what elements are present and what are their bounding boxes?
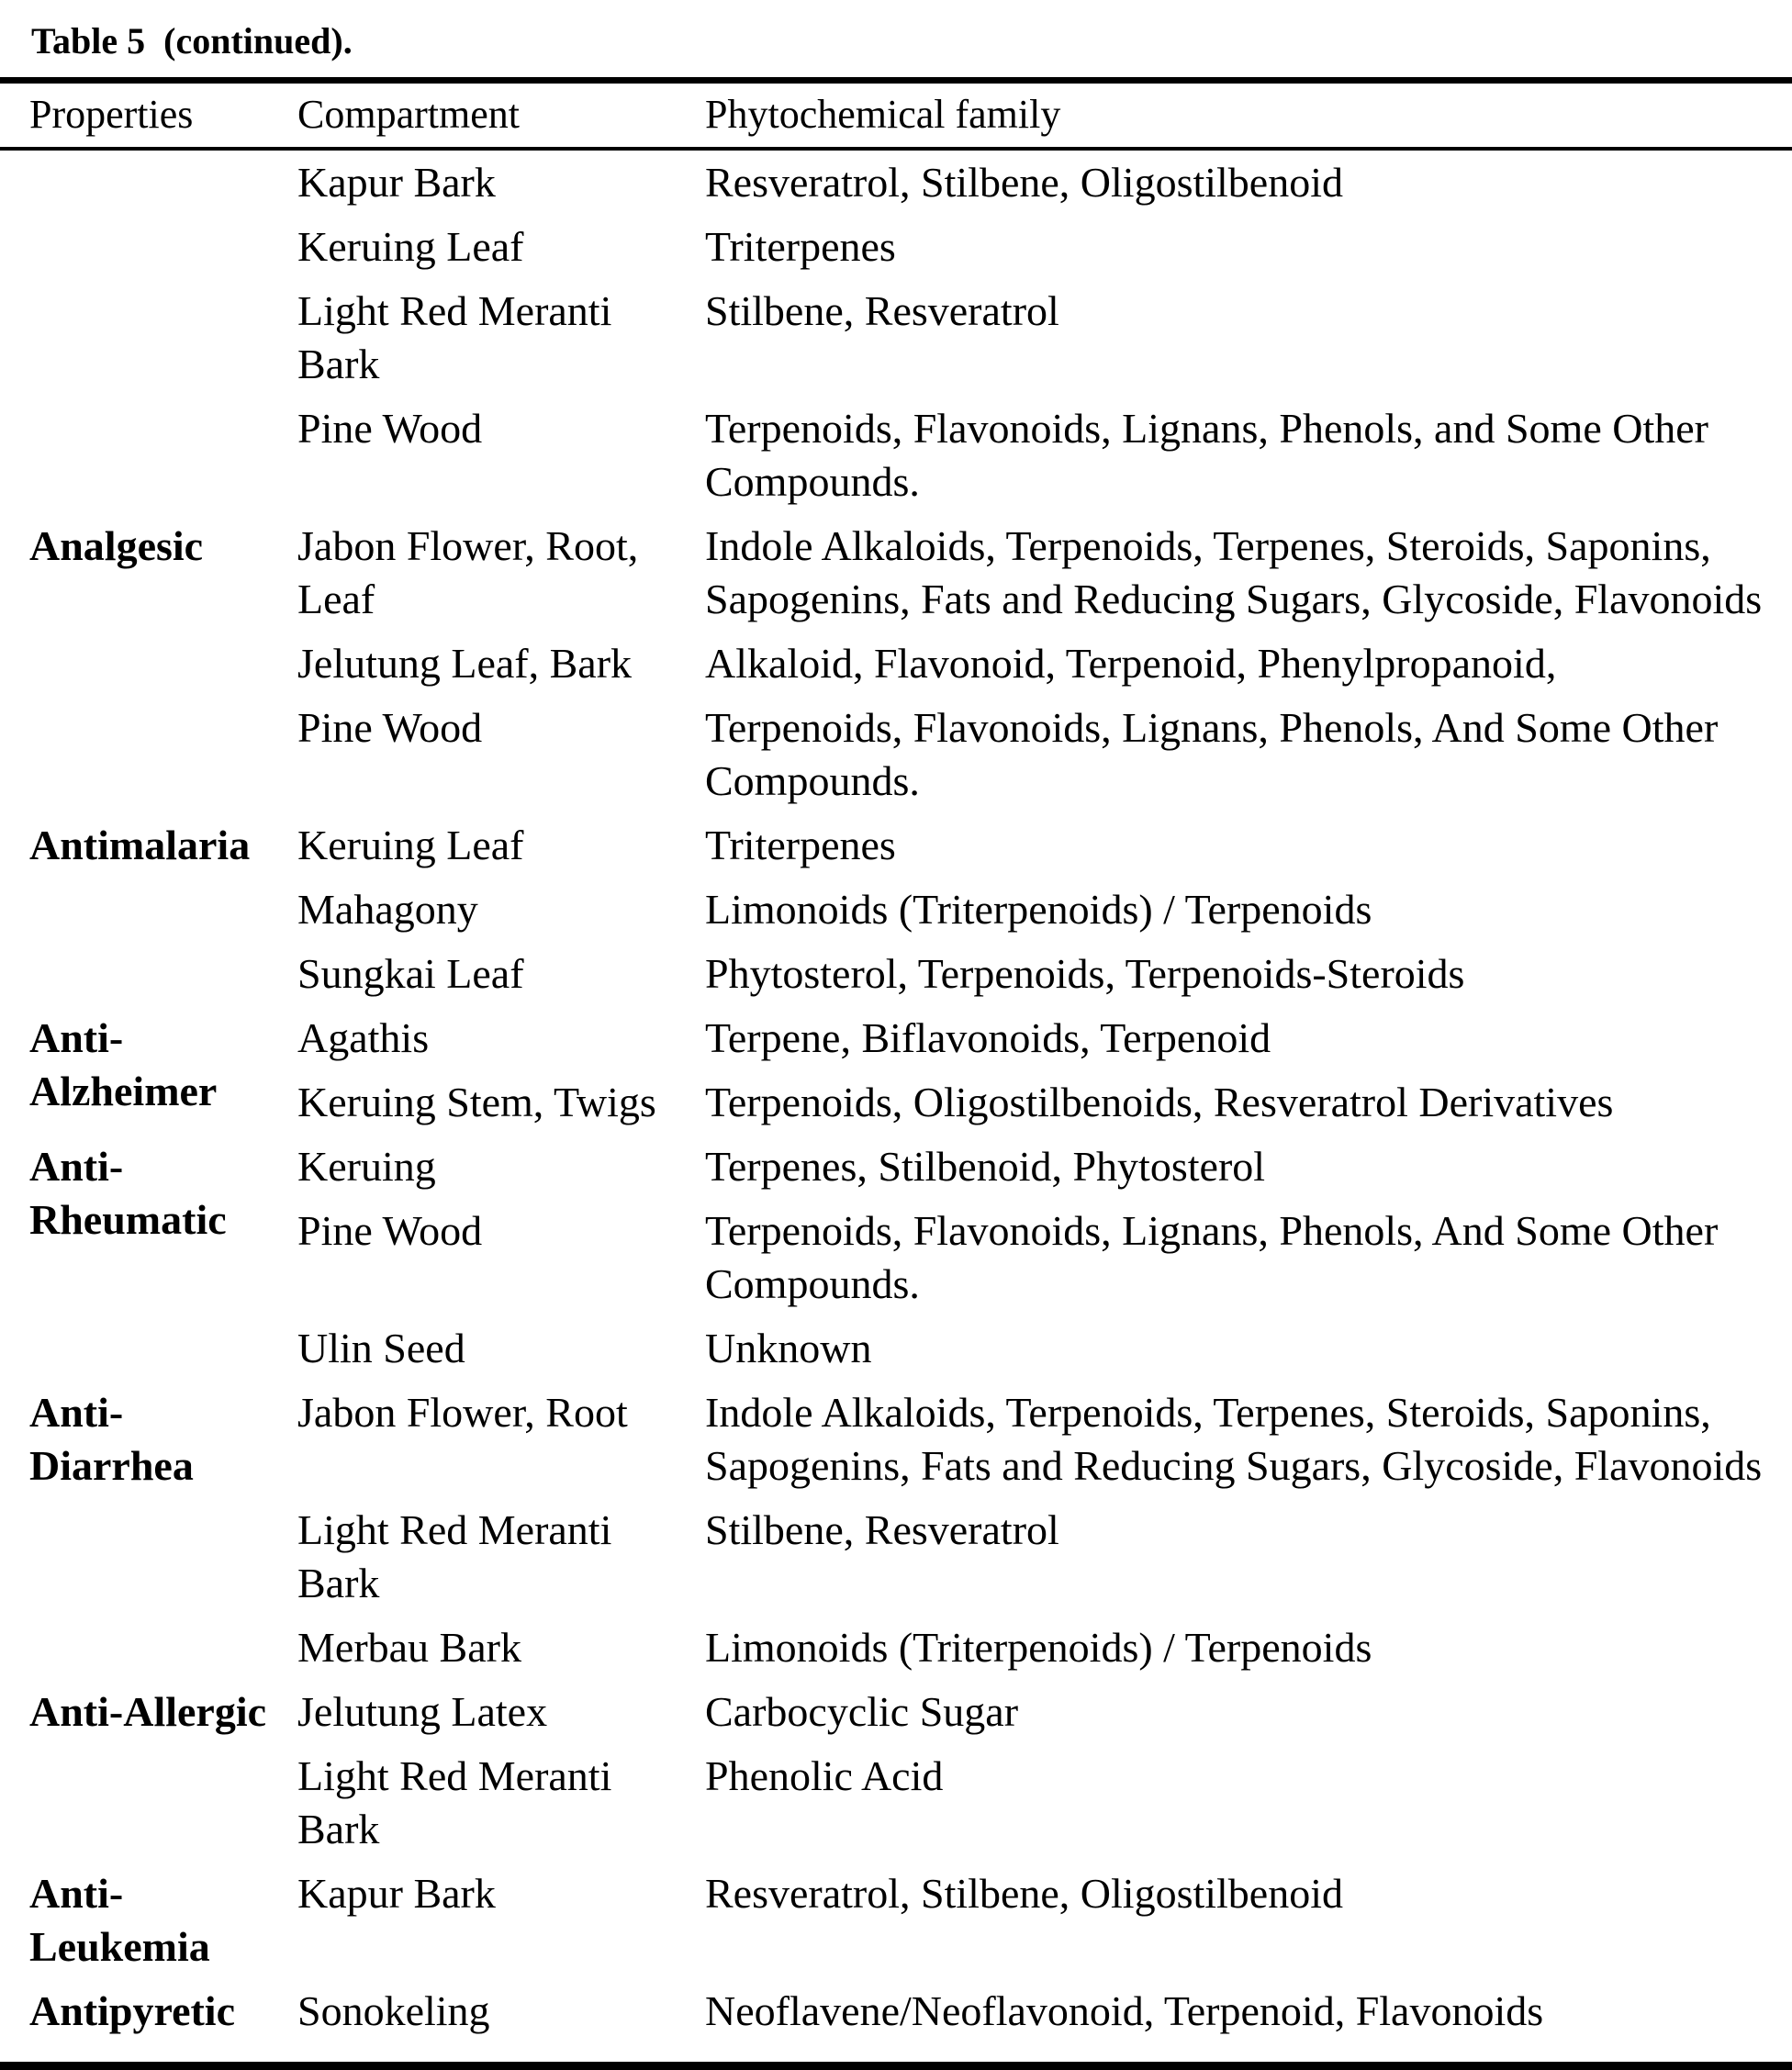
cell-phytochemical-family: Resveratrol, Stilbene, Oligostilbenoid	[705, 1870, 1344, 1917]
cell-compartment: Pine Wood	[297, 704, 483, 751]
cell-compartment: Sungkai Leaf	[297, 950, 524, 997]
cell-compartment: Pine Wood	[297, 405, 483, 452]
cell-compartment: Sonokeling	[297, 1987, 490, 2034]
cell-property	[0, 149, 297, 514]
cell-phytochemical-family: Terpenoids, Flavonoids, Lignans, Phenols, and Some Other Compounds.	[705, 405, 1708, 505]
table-row	[0, 813, 1792, 878]
cell-compartment: Agathis	[297, 1014, 430, 1061]
table-row	[0, 1862, 1792, 1979]
phytochemical-table	[0, 77, 1792, 2043]
cell-phytochemical-family: Triterpenes	[705, 822, 896, 868]
cell-phytochemical-family: Triterpenes	[705, 223, 896, 270]
cell-compartment: Jelutung Leaf, Bark	[297, 640, 633, 687]
cell-phytochemical-family: Limonoids (Triterpenoids) / Terpenoids	[705, 886, 1372, 933]
column-header-properties: Properties	[0, 81, 297, 150]
cell-phytochemical-family: Neoflavene/Neoflavonoid, Terpenoid, Flavonoids	[705, 1987, 1544, 2034]
cell-compartment: Mahagony	[297, 886, 478, 933]
cell-compartment: Keruing Leaf	[297, 822, 524, 868]
cell-phytochemical-family: Stilbene, Resveratrol	[705, 1506, 1059, 1553]
cell-phytochemical-family: Indole Alkaloids, Terpenoids, Terpenes, Steroids, Saponins, Sapogenins, Fats and Reducing Sugars, Glycoside, Flavonoids	[705, 522, 1763, 622]
table-body	[0, 149, 1792, 2043]
cell-compartment: Keruing Stem, Twigs	[297, 1079, 656, 1125]
cell-compartment: Kapur Bark	[297, 159, 496, 206]
table-header	[0, 81, 1792, 150]
table-title: Table 5 (continued).	[31, 20, 353, 62]
cell-compartment: Ulin Seed	[297, 1325, 465, 1371]
table-row	[0, 1680, 1792, 1744]
table-row	[0, 1006, 1792, 1070]
cell-property: Antimalaria	[29, 822, 251, 868]
cell-compartment: Merbau Bark	[297, 1624, 521, 1671]
cell-property: Antipyretic	[29, 1987, 236, 2034]
cell-phytochemical-family: Resveratrol, Stilbene, Oligostilbenoid	[705, 159, 1344, 206]
cell-phytochemical-family: Phytosterol, Terpenoids, Terpenoids-Steroids	[705, 950, 1465, 997]
table-row	[0, 514, 1792, 632]
cell-phytochemical-family: Terpene, Biflavonoids, Terpenoid	[705, 1014, 1271, 1061]
cell-property: Anti-Alzheimer	[29, 1014, 218, 1114]
cell-phytochemical-family: Alkaloid, Flavonoid, Terpenoid, Phenylpropanoid,	[705, 640, 1557, 687]
cell-property: Anti-Leukemia	[29, 1870, 210, 1970]
cell-compartment: Keruing Leaf	[297, 223, 524, 270]
cell-phytochemical-family: Indole Alkaloids, Terpenoids, Terpenes, Steroids, Saponins, Sapogenins, Fats and Reducing Sugars, Glycoside, Flavonoids	[705, 1389, 1763, 1489]
cell-phytochemical-family: Limonoids (Triterpenoids) / Terpenoids	[705, 1624, 1372, 1671]
cell-phytochemical-family: Terpenes, Stilbenoid, Phytosterol	[705, 1143, 1266, 1190]
cell-compartment: Jabon Flower, Root	[297, 1389, 628, 1436]
cell-phytochemical-family: Phenolic Acid	[705, 1752, 944, 1799]
cell-phytochemical-family: Stilbene, Resveratrol	[705, 287, 1059, 334]
cell-compartment: Jabon Flower, Root, Leaf	[297, 522, 639, 622]
cell-compartment: Light Red Meranti Bark	[297, 1752, 612, 1852]
cell-property: Anti-Diarrhea	[29, 1389, 194, 1489]
column-header-compartment: Compartment	[297, 81, 705, 150]
column-header-phytochemical-family: Phytochemical family	[705, 81, 1792, 150]
cell-phytochemical-family: Terpenoids, Oligostilbenoids, Resveratrol Derivatives	[705, 1079, 1614, 1125]
cell-compartment: Light Red Meranti Bark	[297, 1506, 612, 1606]
cell-phytochemical-family: Carbocyclic Sugar	[705, 1688, 1019, 1735]
bottom-rule	[0, 2062, 1792, 2070]
cell-compartment: Pine Wood	[297, 1207, 483, 1254]
cell-property: Anti-Rheumatic	[29, 1143, 227, 1243]
table-row	[0, 149, 1792, 215]
table-row	[0, 1135, 1792, 1199]
header-row	[0, 81, 1792, 150]
cell-phytochemical-family: Terpenoids, Flavonoids, Lignans, Phenols, And Some Other Compounds.	[705, 1207, 1719, 1307]
table-row	[0, 1979, 1792, 2043]
cell-compartment: Jelutung Latex	[297, 1688, 548, 1735]
table-row	[0, 1381, 1792, 1498]
cell-property: Anti-Allergic	[29, 1688, 267, 1735]
cell-phytochemical-family: Unknown	[705, 1325, 872, 1371]
cell-phytochemical-family: Terpenoids, Flavonoids, Lignans, Phenols, And Some Other Compounds.	[705, 704, 1719, 804]
cell-property: Analgesic	[29, 522, 204, 569]
cell-compartment: Keruing	[297, 1143, 436, 1190]
cell-compartment: Light Red Meranti Bark	[297, 287, 612, 387]
cell-compartment: Kapur Bark	[297, 1870, 496, 1917]
